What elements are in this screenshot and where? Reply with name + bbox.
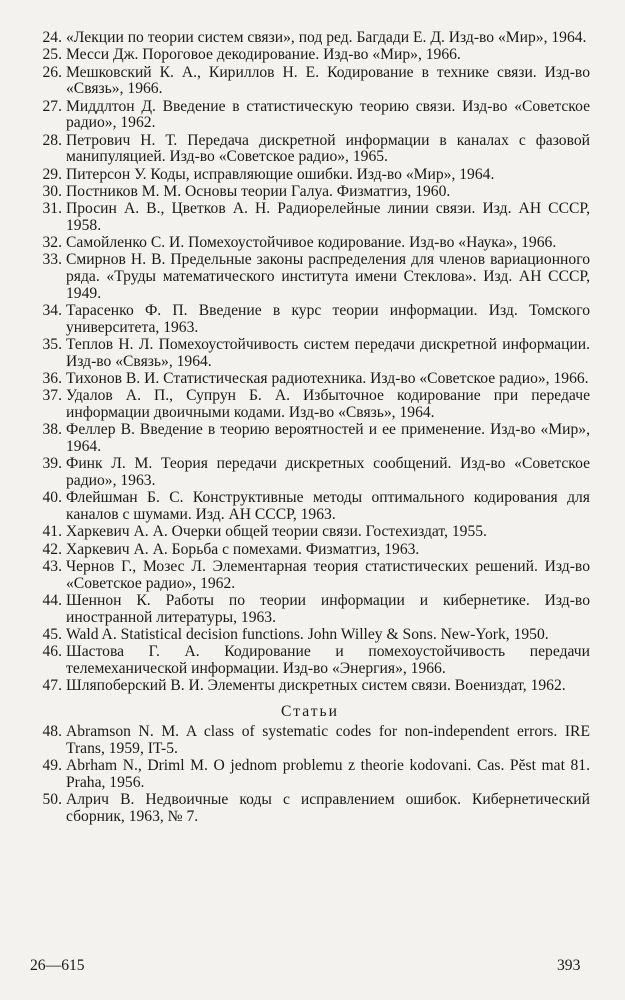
reference-number: 26.	[42, 63, 62, 81]
reference-text: Abrham N., Driml M. O jednom problemu z theorie kodovani. Cas. Pĕst mat 81. Praha, 1956.	[66, 757, 590, 791]
reference-number: 33.	[42, 251, 62, 269]
reference-text: Удалов А. П., Супрун Б. А. Избыточное кодирование при передаче информации двоичными кодами. Изд-во «Связь», 1964.	[66, 387, 590, 422]
reference-number: 37.	[42, 387, 62, 405]
reference-number: 25.	[42, 46, 62, 64]
reference-text: Тарасенко Ф. П. Введение в курс теории информации. Изд. Томского университета, 1963.	[66, 302, 590, 336]
reference-number: 24.	[42, 29, 62, 46]
reference-number: 45.	[42, 626, 62, 644]
reference-item	[30, 99, 590, 132]
reference-number: 48.	[42, 723, 62, 741]
reference-number: 31.	[42, 200, 62, 218]
reference-item	[30, 388, 590, 421]
reference-item	[30, 456, 590, 489]
reference-text: Финк Л. М. Теория передачи дискретных сообщений. Изд-во «Советское радио», 1963.	[66, 455, 590, 490]
reference-item	[30, 524, 590, 541]
reference-number: 32.	[42, 234, 62, 252]
reference-item	[30, 337, 590, 370]
reference-item	[30, 303, 590, 336]
reference-text: Питерсон У. Коды, исправляющие ошибки. Изд-во «Мир», 1964.	[66, 165, 495, 183]
references-books	[30, 30, 590, 695]
reference-number: 50.	[42, 791, 62, 809]
reference-text: Просин А. В., Цветков А. Н. Радиорелейные линии связи. Изд. АН СССР, 1958.	[66, 200, 590, 234]
reference-item	[30, 371, 590, 388]
reference-text: Чернов Г., Мозес Л. Элементарная теория статистических решений. Изд-во «Советское радио», 1962.	[66, 558, 590, 592]
reference-item	[30, 644, 590, 677]
reference-list	[30, 30, 590, 826]
reference-number: 43.	[42, 558, 62, 576]
page-number: 393	[557, 957, 581, 974]
reference-number: 35.	[42, 336, 62, 354]
reference-number: 30.	[42, 182, 62, 200]
reference-item	[30, 593, 590, 626]
section-heading: Статьи	[281, 703, 339, 721]
reference-text: Тихонов В. И. Статистическая радиотехника. Изд-во «Советское радио», 1966.	[66, 370, 589, 388]
reference-item	[30, 235, 590, 252]
reference-item	[30, 490, 590, 523]
reference-text: Шеннон К. Работы по теории информации и кибернетике. Изд-во иностранной литературы, 1963.	[66, 592, 590, 626]
reference-number: 46.	[42, 643, 62, 661]
reference-item	[30, 422, 590, 455]
reference-text: Теплов Н. Л. Помехоустойчивость систем передачи дискретной информации. Изд-во «Связь», 1964.	[66, 336, 590, 370]
reference-number: 40.	[42, 489, 62, 507]
reference-text: Феллер В. Введение в теорию вероятностей и ее применение. Изд-во «Мир», 1964.	[66, 421, 590, 456]
reference-text: Abramson N. M. A class of systematic codes for non-independent errors. IRE Trans, 1959, IT-5.	[66, 723, 590, 757]
reference-item	[30, 542, 590, 559]
printer-signature: 26—615	[30, 957, 85, 974]
reference-item	[30, 65, 590, 98]
reference-item	[30, 201, 590, 234]
reference-text: Мешковский К. А., Кириллов Н. Е. Кодирование в технике связи. Изд-во «Связь», 1966.	[66, 63, 590, 98]
reference-item	[30, 792, 590, 825]
reference-item	[30, 167, 590, 184]
reference-text: Wald A. Statistical decision functions. John Willey & Sons. New-York, 1950.	[66, 626, 549, 644]
reference-number: 28.	[42, 131, 62, 149]
reference-item	[30, 47, 590, 64]
reference-item	[30, 30, 590, 47]
reference-text: Смирнов Н. В. Предельные законы распределения для членов вариационного ряда. «Труды математического института имени Стеклова». Изд. АН СССР, 1949.	[66, 251, 590, 302]
reference-number: 36.	[42, 370, 62, 388]
reference-text: Миддлтон Д. Введение в статистическую теорию связи. Изд-во «Советское радио», 1962.	[66, 97, 590, 132]
reference-number: 39.	[42, 455, 62, 473]
reference-text: Алрич В. Недвоичные коды с исправлением ошибок. Кибернетический сборник, 1963, № 7.	[66, 791, 590, 825]
reference-number: 44.	[42, 592, 62, 610]
reference-number: 29.	[42, 165, 62, 183]
references-articles	[30, 724, 590, 825]
reference-item	[30, 758, 590, 791]
reference-text: «Лекции по теории систем связи», под ред. Багдади Е. Д. Изд-во «Мир», 1964.	[66, 29, 587, 46]
reference-number: 49.	[42, 757, 62, 775]
reference-number: 38.	[42, 421, 62, 439]
reference-text: Месси Дж. Пороговое декодирование. Изд-во «Мир», 1966.	[66, 46, 461, 64]
reference-text: Шляпоберский В. И. Элементы дискретных систем связи. Воениздат, 1962.	[66, 677, 566, 695]
reference-item	[30, 559, 590, 592]
reference-text: Харкевич А. А. Борьба с помехами. Физматгиз, 1963.	[66, 540, 420, 558]
reference-item	[30, 678, 590, 695]
reference-text: Харкевич А. А. Очерки общей теории связи. Гостехиздат, 1955.	[66, 523, 487, 541]
reference-number: 34.	[42, 302, 62, 320]
reference-number: 42.	[42, 540, 62, 558]
reference-item	[30, 184, 590, 201]
reference-text: Шастова Г. А. Кодирование и помехоустойчивость передачи телемеханической информации. Изд-во «Энергия», 1966.	[66, 643, 590, 678]
reference-item	[30, 627, 590, 644]
reference-text: Постников М. М. Основы теории Галуа. Физматгиз, 1960.	[66, 182, 451, 200]
reference-number: 27.	[42, 97, 62, 115]
reference-item	[30, 133, 590, 166]
reference-text: Флейшман Б. С. Конструктивные методы оптимального кодирования для каналов с шумами. Изд. АН СССР, 1963.	[66, 489, 590, 524]
reference-text: Петрович Н. Т. Передача дискретной информации в каналах с фазовой манипуляцией. Изд-во «Советское радио», 1965.	[66, 131, 590, 166]
reference-text: Самойленко С. И. Помехоустойчивое кодирование. Изд-во «Наука», 1966.	[66, 234, 557, 252]
reference-number: 41.	[42, 523, 62, 541]
reference-item	[30, 724, 590, 757]
reference-item	[30, 252, 590, 302]
reference-number: 47.	[42, 677, 62, 695]
